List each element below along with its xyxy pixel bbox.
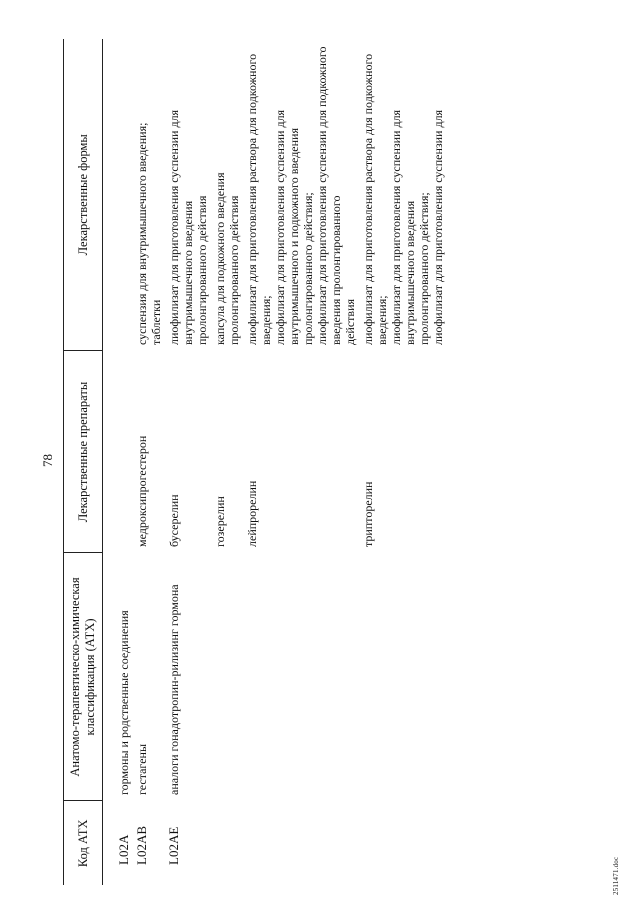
row-code: L02AE [166,826,181,865]
form-line: лиофилизат для приготовления суспензии для внутримышечного введения [167,109,195,345]
table-row [361,39,449,885]
form-line: лиофилизат для приготовления суспензии для подкожного введения пролонгированного [315,46,343,345]
row-drug: лейпрорелин [245,480,259,547]
row-code [213,801,245,885]
page-number: 78 [40,454,55,467]
row-drug: трипторелин [361,481,375,547]
row-drug: гозерелин [213,496,227,547]
form-line: таблетки [149,299,163,345]
atx-table [63,39,449,885]
table-row [103,39,136,885]
row-classification [245,553,361,801]
form-line: пролонгированного действия; [417,192,431,345]
row-forms [213,39,245,351]
row-forms [167,39,213,351]
row-code [361,801,449,885]
row-code: L02AB [134,826,149,865]
row-code: L02A [116,834,131,865]
table-row [245,39,361,885]
row-code [245,801,361,885]
form-line: пролонгированного действия [227,195,241,345]
row-forms [135,39,167,351]
header-code: Код АТХ [64,801,103,885]
form-line: суспензия для внутримышечного введения; [135,122,149,345]
table-header-row [64,39,103,885]
row-classification [361,553,449,801]
row-drug: бусерелин [167,494,181,547]
row-classification [213,553,245,801]
table-row [167,39,213,885]
form-line: пролонгированного действия; [301,192,315,345]
form-line: лиофилизат для приготовления суспензии для [431,109,445,345]
header-forms: Лекарственные формы [64,39,103,351]
row-forms [103,39,136,351]
form-line: лиофилизат для приготовления суспензии для внутримышечного и подкожного введения [273,109,301,345]
form-line: лиофилизат для приготовления суспензии для внутримышечного введения [389,109,417,345]
header-classification: Анатомо-терапевтическо-химическая классификация (АТХ) [64,553,103,801]
footer-doc-id: 2511471.doc [612,856,620,895]
form-line: лиофилизат для приготовления раствора для подкожного введения; [361,53,389,345]
table-row [135,39,167,885]
row-classification: гормоны и родственные соединения [117,610,131,795]
table-row [213,39,245,885]
row-drug: медроксипрогестерон [135,435,149,547]
form-line: пролонгированного действия [195,195,209,345]
header-drugs: Лекарственные препараты [64,351,103,553]
form-line: капсула для подкожного введения [213,172,227,345]
row-drug [103,351,136,553]
form-line: действия [343,298,357,345]
row-classification: гестагены [135,743,149,795]
row-classification: аналоги гонадотропин-рилизинг гормона [167,584,181,795]
row-forms [361,39,449,351]
form-line: лиофилизат для приготовления раствора для подкожного введения; [245,53,273,345]
row-forms [245,39,361,351]
